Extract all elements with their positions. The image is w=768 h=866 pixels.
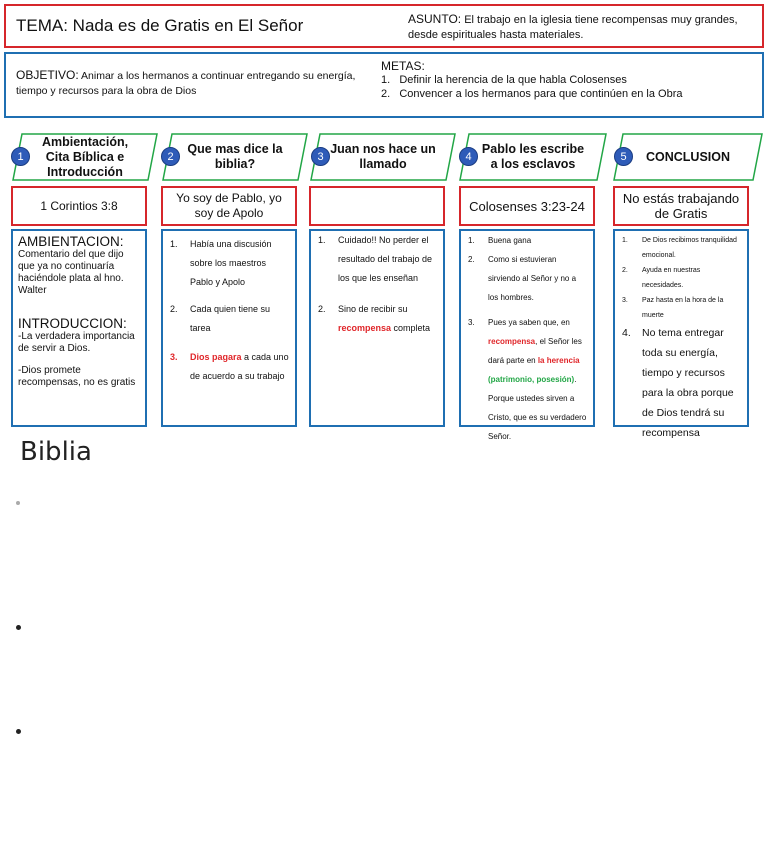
step-subtitle-3 bbox=[309, 186, 445, 226]
item-highlight: Dios pagara bbox=[190, 352, 242, 362]
asunto-text bbox=[408, 12, 760, 43]
step-subtitle-4: Colosenses 3:23-24 bbox=[459, 186, 595, 226]
item-number: 3. bbox=[468, 318, 475, 327]
item-text: completa bbox=[391, 323, 431, 333]
item-text: Ayuda en nuestras necesidades. bbox=[642, 267, 701, 289]
list-item bbox=[620, 233, 742, 263]
meta-number: 1. bbox=[381, 74, 391, 86]
item-text: a cada uno de acuerdo a su trabajo bbox=[190, 352, 289, 381]
step-title: Que mas dice la biblia? bbox=[187, 142, 283, 171]
list-item bbox=[168, 235, 290, 292]
step-subtitle-1: 1 Corintios 3:8 bbox=[11, 186, 147, 226]
objetivo-text bbox=[16, 68, 361, 99]
step-header-2 bbox=[162, 133, 308, 181]
item-text: . Porque ustedes sirven a Cristo, que es su verdadero Señor. bbox=[488, 375, 587, 441]
step-header-1 bbox=[12, 133, 158, 181]
introduccion-text: -La verdadera importancia de servir a Dios. bbox=[18, 331, 135, 354]
item-number: 2. bbox=[170, 304, 178, 314]
item-text: Como si estuvieran sirviendo al Señor y no a los hombres. bbox=[488, 255, 577, 302]
list-item bbox=[466, 231, 588, 250]
list-item bbox=[620, 293, 742, 323]
asunto-body: El trabajo en la iglesia tiene recompensas muy grandes, desde espirituales hasta materiales. bbox=[408, 14, 738, 41]
content-column-5 bbox=[613, 229, 749, 439]
step-header-3 bbox=[310, 133, 456, 181]
meta-item bbox=[381, 73, 761, 87]
meta-text: Convencer a los hermanos para que continúen en la Obra bbox=[399, 88, 683, 100]
content-column-1 bbox=[11, 229, 147, 427]
item-text: Buena gana bbox=[488, 236, 532, 245]
content-column-4 bbox=[459, 229, 595, 441]
step-number-badge: 2 bbox=[161, 147, 180, 166]
item-highlight: la herencia bbox=[537, 356, 580, 365]
tema-box bbox=[4, 4, 764, 48]
item-text: No tema entregar toda su energía, tiempo y recursos para la obra porque de Dios tendrá su recompensa bbox=[642, 327, 734, 439]
item-number: 2. bbox=[318, 304, 326, 314]
item-text: Pues ya saben que, en bbox=[488, 318, 570, 327]
bullet-point bbox=[16, 729, 21, 734]
item-number: 2. bbox=[468, 255, 475, 264]
list-item bbox=[620, 263, 742, 293]
meta-item bbox=[381, 87, 761, 101]
item-highlight: recompensa bbox=[338, 323, 392, 333]
item-text: De Dios recibimos tranquilidad emocional. bbox=[642, 237, 737, 259]
step-title: Ambientación, Cita Bíblica e Introducción bbox=[41, 134, 129, 179]
list-item bbox=[620, 323, 742, 443]
item-number: 1. bbox=[170, 239, 178, 249]
step-number-badge: 4 bbox=[459, 147, 478, 166]
biblia-title: Biblia bbox=[20, 437, 92, 467]
list-item bbox=[466, 250, 588, 307]
objetivo-key: OBJETIVO: bbox=[16, 68, 79, 82]
item-number: 2. bbox=[622, 267, 628, 274]
meta-text: Definir la herencia de la que habla Colosenses bbox=[399, 74, 627, 86]
step-title: Pablo les escribe a los esclavos bbox=[481, 142, 585, 171]
ambientacion-text: Comentario del que dijo que ya no continuaría haciéndole plata al hno. Walter bbox=[18, 249, 124, 296]
list-item bbox=[168, 300, 290, 338]
step-number-badge: 3 bbox=[311, 147, 330, 166]
introduccion-text: -Dios promete recompensas, no es gratis bbox=[18, 365, 136, 388]
step-title: Juan nos hace un llamado bbox=[330, 142, 436, 171]
step-header-5 bbox=[613, 133, 763, 181]
objetivo-box bbox=[4, 52, 764, 118]
objetivo-body: Animar a los hermanos a continuar entregando su energía, tiempo y recursos para la obra de Dios bbox=[16, 70, 356, 97]
item-number: 1. bbox=[318, 235, 326, 245]
list-item bbox=[466, 313, 588, 446]
ambientacion-heading: AMBIENTACION: bbox=[18, 234, 124, 249]
item-text: Había una discusión sobre los maestros Pablo y Apolo bbox=[190, 239, 272, 287]
meta-number: 2. bbox=[381, 88, 391, 100]
asunto-key: ASUNTO: bbox=[408, 12, 462, 26]
item-number: 1. bbox=[622, 237, 628, 244]
step-number-badge: 5 bbox=[614, 147, 633, 166]
content-column-3 bbox=[309, 229, 445, 427]
item-text: , el Señor les dará parte en bbox=[488, 337, 582, 365]
step-subtitle-5: No estás trabajando de Gratis bbox=[613, 186, 749, 226]
item-text: Sino de recibir su bbox=[338, 304, 408, 314]
item-text: Paz hasta en la hora de la muerte bbox=[642, 297, 724, 319]
list-item bbox=[316, 300, 438, 338]
step-title: CONCLUSION bbox=[645, 149, 731, 164]
item-highlight: recompensa bbox=[488, 337, 536, 346]
tema-title: TEMA: Nada es de Gratis en El Señor bbox=[16, 16, 304, 35]
metas-key: METAS: bbox=[381, 59, 425, 73]
item-number: 3. bbox=[170, 352, 178, 362]
metas-block bbox=[381, 59, 761, 101]
step-header-4 bbox=[459, 133, 607, 181]
list-item bbox=[316, 231, 438, 288]
item-number: 1. bbox=[468, 236, 475, 245]
item-highlight-green: (patrimonio, posesión) bbox=[488, 375, 575, 384]
item-text: Cuidado!! No perder el resultado del trabajo de los que les enseñan bbox=[338, 235, 433, 283]
introduccion-heading: INTRODUCCION: bbox=[18, 316, 127, 331]
item-number: 3. bbox=[622, 297, 628, 304]
step-number-badge: 1 bbox=[11, 147, 30, 166]
content-column-2 bbox=[161, 229, 297, 427]
bullet-point bbox=[16, 625, 21, 630]
step-subtitle-2: Yo soy de Pablo, yo soy de Apolo bbox=[161, 186, 297, 226]
bullet-point bbox=[16, 501, 20, 505]
item-number: 4. bbox=[622, 327, 631, 339]
list-item bbox=[168, 348, 290, 386]
item-text: Cada quien tiene su tarea bbox=[190, 304, 271, 333]
